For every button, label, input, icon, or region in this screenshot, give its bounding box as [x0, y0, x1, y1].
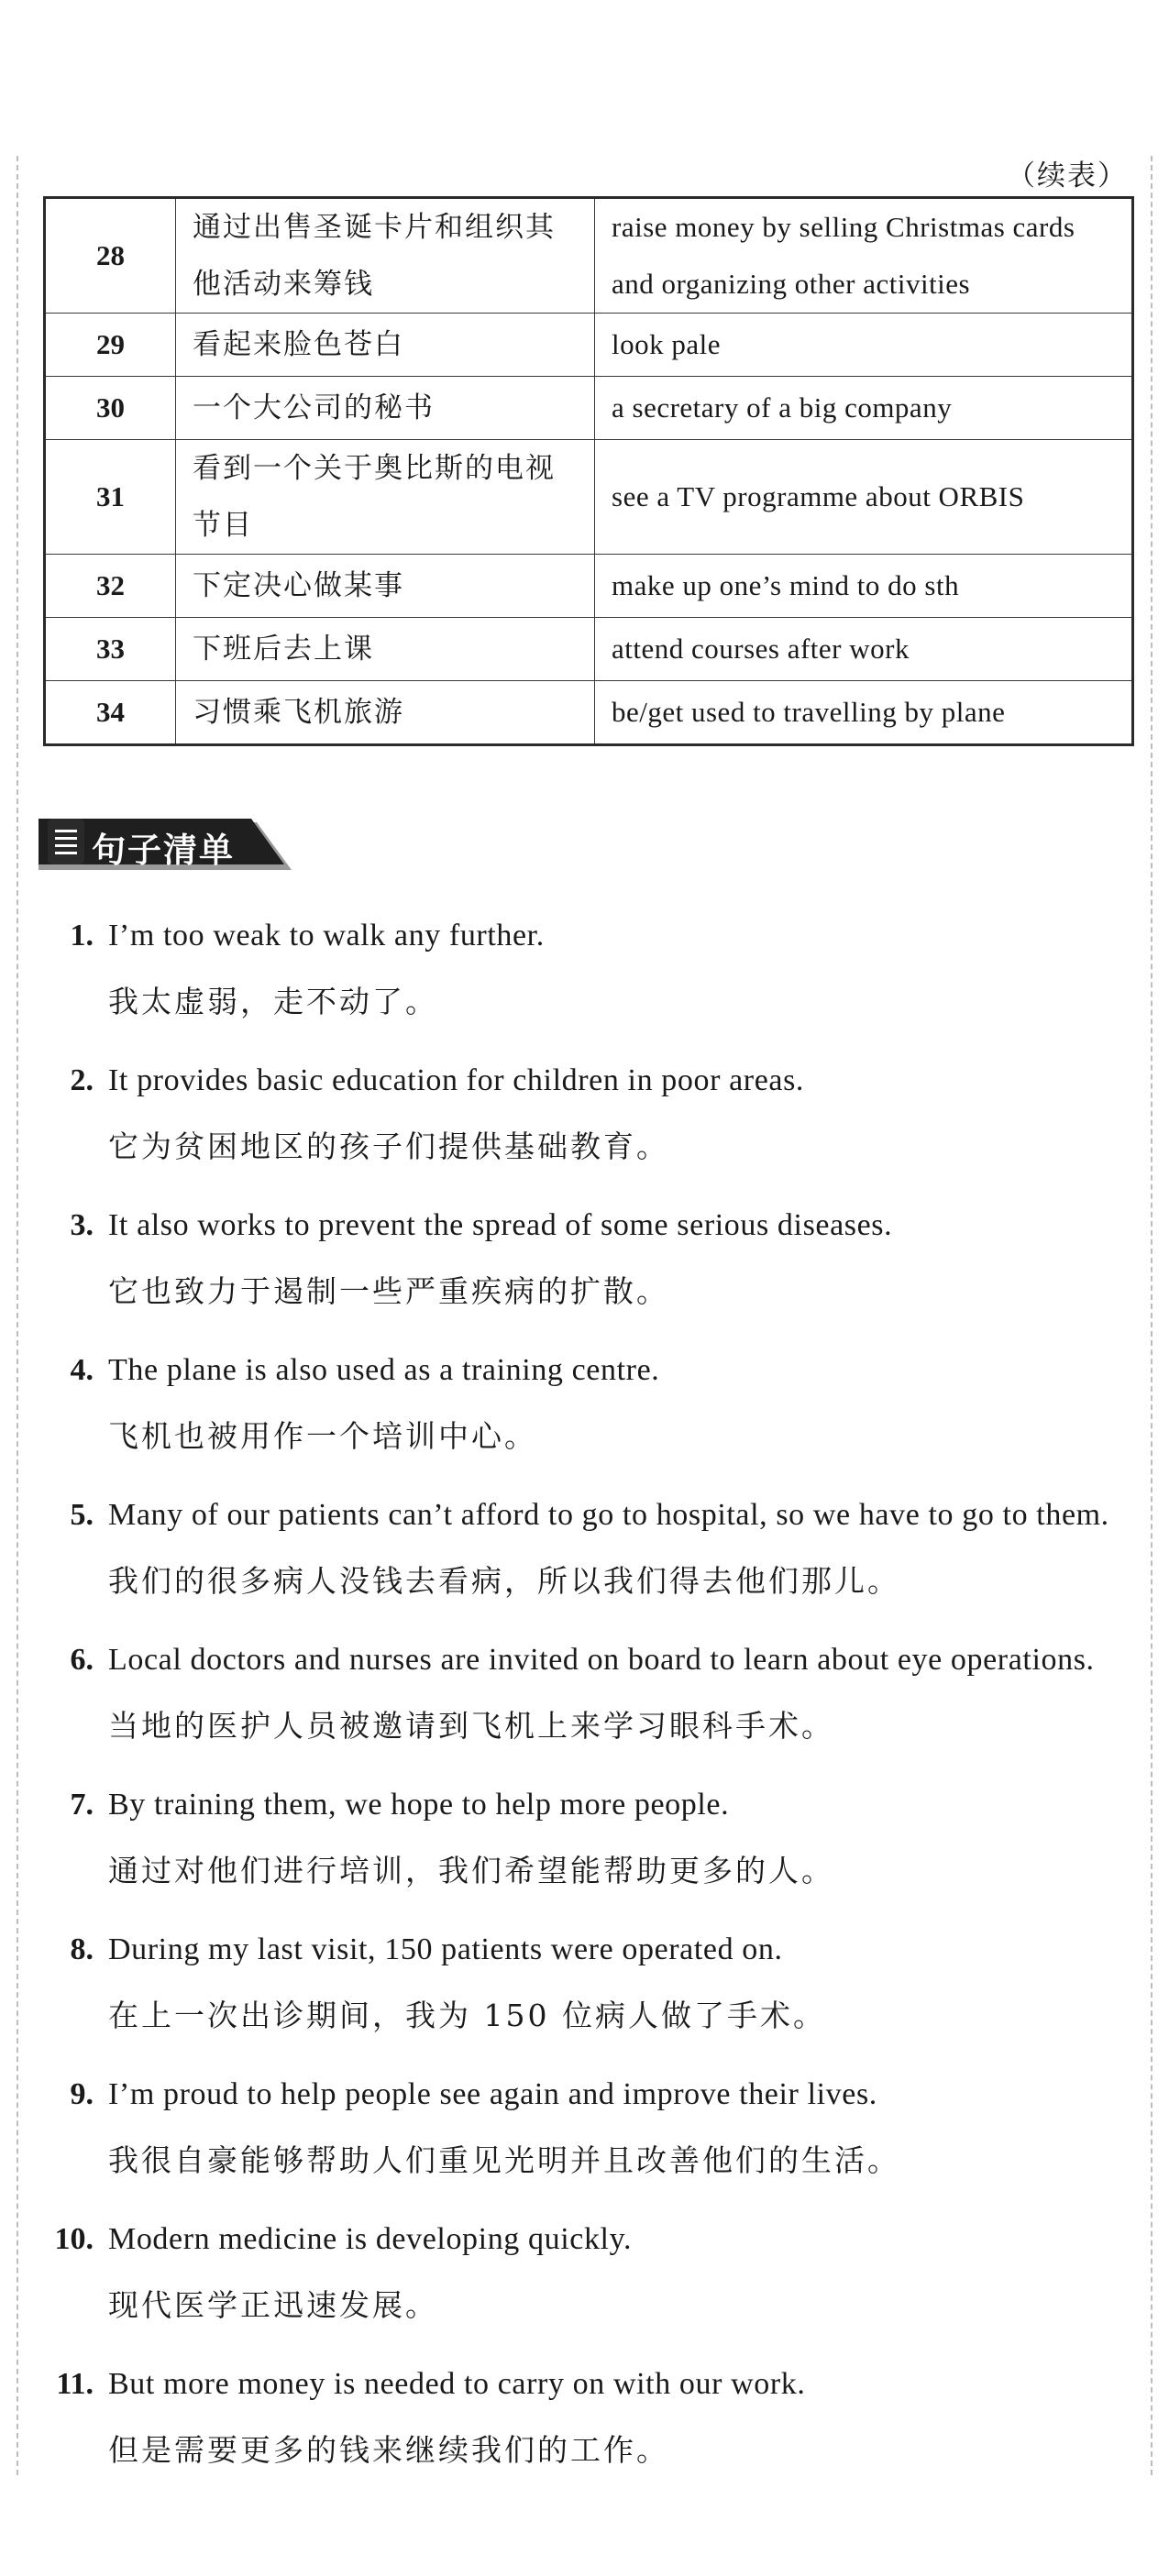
chinese-translation: 通过对他们进行培训，我们希望能帮助更多的人。 [108, 1853, 834, 1888]
sentence-number: 7. [70, 1788, 94, 1822]
table-row [45, 681, 1133, 745]
list-item [37, 1917, 1137, 2049]
english-phrase: look pale [595, 314, 1133, 377]
list-item [37, 1627, 1137, 1759]
english-sentence: I’m too weak to walk any further. [108, 919, 545, 952]
table-row [45, 314, 1133, 377]
english-phrase: be/get used to travelling by plane [595, 681, 1133, 745]
list-item [37, 1193, 1137, 1325]
section-title: 句子清单 [92, 831, 235, 870]
vocabulary-table [43, 196, 1134, 746]
chinese-phrase: 下班后去上课 [176, 618, 595, 681]
left-margin-line [17, 156, 18, 2475]
chinese-phrase: 通过出售圣诞卡片和组织其他活动来筹钱 [176, 198, 595, 314]
continued-label: （续表） [1007, 160, 1128, 193]
chinese-phrase: 下定决心做某事 [176, 555, 595, 618]
chinese-phrase: 看起来脸色苍白 [176, 314, 595, 377]
list-item [37, 2351, 1137, 2483]
chinese-translation: 我很自豪能够帮助人们重见光明并且改善他们的生活。 [108, 2142, 900, 2178]
row-number: 33 [45, 618, 176, 681]
english-phrase: see a TV programme about ORBIS [595, 440, 1133, 555]
chinese-translation: 飞机也被用作一个培训中心。 [108, 1418, 537, 1454]
chinese-phrase: 习惯乘飞机旅游 [176, 681, 595, 745]
chinese-phrase: 一个大公司的秘书 [176, 377, 595, 440]
list-item [37, 2062, 1137, 2194]
chinese-translation: 现代医学正迅速发展。 [108, 2287, 438, 2323]
list-item [37, 1772, 1137, 1904]
english-sentence: It also works to prevent the spread of some serious diseases. [108, 1208, 893, 1242]
chinese-translation: 但是需要更多的钱来继续我们的工作。 [108, 2432, 669, 2468]
english-sentence: During my last visit, 150 patients were operated on. [108, 1932, 783, 1966]
row-number: 29 [45, 314, 176, 377]
sentence-number: 1. [70, 919, 94, 952]
english-phrase: raise money by selling Christmas cards and organizing other activities [595, 198, 1133, 314]
chinese-translation: 当地的医护人员被邀请到飞机上来学习眼科手术。 [108, 1708, 834, 1744]
list-item [37, 903, 1137, 1035]
english-sentence: But more money is needed to carry on with our work. [108, 2367, 806, 2401]
table-row [45, 198, 1133, 314]
chinese-phrase: 看到一个关于奥比斯的电视节目 [176, 440, 595, 555]
list-item [37, 1048, 1137, 1180]
sentence-number: 2. [70, 1063, 94, 1097]
row-number: 30 [45, 377, 176, 440]
sentence-number: 5. [70, 1498, 94, 1532]
row-number: 31 [45, 440, 176, 555]
list-item [37, 2207, 1137, 2339]
english-phrase: make up one’s mind to do sth [595, 555, 1133, 618]
list-item [37, 1482, 1137, 1614]
row-number: 34 [45, 681, 176, 745]
notebook-icon [48, 819, 84, 864]
english-sentence: Many of our patients can’t afford to go to hospital, so we have to go to them. [108, 1498, 1109, 1532]
english-sentence: Local doctors and nurses are invited on board to learn about eye operations. [108, 1643, 1095, 1677]
english-sentence: It provides basic education for children in poor areas. [108, 1063, 805, 1097]
sentence-list [37, 903, 1137, 2496]
list-item [37, 1338, 1137, 1470]
chinese-translation: 它也致力于遏制一些严重疾病的扩散。 [108, 1273, 669, 1309]
english-sentence: Modern medicine is developing quickly. [108, 2222, 633, 2256]
sentence-number: 6. [70, 1643, 94, 1677]
english-phrase: a secretary of a big company [595, 377, 1133, 440]
chinese-translation: 我们的很多病人没钱去看病，所以我们得去他们那儿。 [108, 1563, 900, 1599]
table-row [45, 555, 1133, 618]
sentence-number: 10. [54, 2222, 94, 2256]
english-phrase: attend courses after work [595, 618, 1133, 681]
sentence-number: 9. [70, 2077, 94, 2111]
english-sentence: The plane is also used as a training centre. [108, 1353, 660, 1387]
right-margin-line [1151, 156, 1152, 2475]
row-number: 28 [45, 198, 176, 314]
table-row [45, 618, 1133, 681]
sentence-number: 3. [70, 1208, 94, 1242]
english-sentence: By training them, we hope to help more people. [108, 1788, 730, 1822]
chinese-translation: 我太虚弱，走不动了。 [108, 984, 438, 1019]
chinese-translation: 在上一次出诊期间，我为 150 位病人做了手术。 [108, 1998, 826, 2033]
sentence-number: 11. [56, 2367, 94, 2401]
section-header [39, 819, 292, 870]
sentence-number: 4. [70, 1353, 94, 1387]
table-row [45, 440, 1133, 555]
table-row [45, 377, 1133, 440]
sentence-number: 8. [70, 1932, 94, 1966]
row-number: 32 [45, 555, 176, 618]
english-sentence: I’m proud to help people see again and improve their lives. [108, 2077, 877, 2111]
chinese-translation: 它为贫困地区的孩子们提供基础教育。 [108, 1128, 669, 1164]
